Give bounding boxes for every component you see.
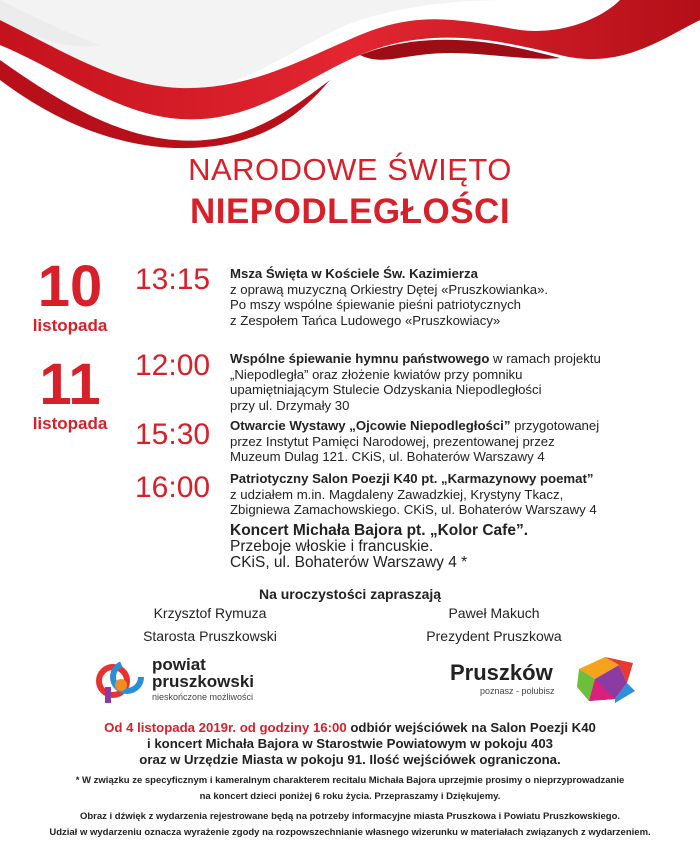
footnote-consent: Udział w wydarzeniu oznacza wyrażenie zgody na rozpowszechnianie własnego wizerunku w materiałach związanych z wydarzeniem. [49,827,651,838]
event-line: upamiętniającym Stulecie Odzyskania Niepodległości [230,382,542,397]
tickets-info [0,720,700,768]
day-10-number: 10 [37,254,103,319]
event-title: Otwarcie Wystawy „Ojcowie Niepodległości” [230,418,511,433]
tickets-date: Od 4 listopada 2019r. od godziny 16:00 [104,720,347,735]
powiat-logo-icon [95,655,147,705]
pruszkow-logo-name: Pruszków [450,660,553,685]
title-line-1: NARODOWE ŚWIĘTO [188,152,512,187]
event-line: z Zespołem Tańca Ludowego «Pruszkowiacy» [230,312,501,328]
event-title-suffix: przygotowanej [510,418,600,433]
host-left-name: Krzysztof Rymuza [153,605,267,621]
concert-line: Przeboje włoskie i francuskie. [230,538,434,555]
event-line: Zbigniewa Zamachowskiego. CKiS, ul. Bohaterów Warszawy 4 [230,502,597,517]
event-time: 12:00 [135,349,211,382]
flag-ribbon-banner [0,0,700,150]
tickets-line1: odbiór wejściówek na Salon Poezji K40 [346,720,596,735]
concert-line: CKiS, ul. Bohaterów Warszawy 4 * [230,554,468,571]
event-description [230,351,690,413]
powiat-logo-line1: powiat [152,655,206,674]
day-10-month: listopada [32,316,108,335]
event-line: przy ul. Drzymały 30 [230,397,350,413]
event-line: „Niepodległa” oraz złożenie kwiatów przy pomniku [230,366,523,382]
footnote-line: * W związku ze specyficznym i kameralnym charakterem recitalu Michała Bajora uprzejmie prosimy o nieprzyprowadzanie [75,775,625,786]
event-title-suffix: w ramach projektu [489,351,601,366]
event-line: Muzeum Dulag 121. CKiS, ul. Bohaterów Warszawy 4 [230,449,545,464]
tickets-line2: i koncert Michała Bajora w Starostwie Powiatowym w pokoju 403 [147,736,553,751]
powiat-logo-line2: pruszkowski [152,672,255,691]
event-title: Msza Święta w Kościele Św. Kazimierza [230,266,478,281]
event-time: 16:00 [135,471,211,504]
footnote-line: na koncert dzieci poniżej 6 roku życia. Przepraszamy i Dziękujemy. [199,791,501,802]
event-line: z oprawą muzyczną Orkiestry Dętej «Pruszkowianka». [230,281,549,297]
pruszkow-logo-tagline: poznasz - polubisz [480,686,555,696]
host-left-role: Starosta Pruszkowski [143,628,277,644]
event-line: przez Instytut Pamięci Narodowej, prezentowanej przez [230,433,555,449]
event-description [230,266,690,328]
concert-block [230,523,690,571]
event-description [230,418,690,465]
event-line: Po mszy wspólne śpiewanie pieśni patriotycznych [230,297,521,312]
title-line-2: NIEPODLEGŁOŚCI [189,192,511,231]
event-time: 15:30 [135,418,211,451]
event-title: Wspólne śpiewanie hymnu państwowego [230,351,490,366]
host-right-role: Prezydent Pruszkowa [426,628,562,644]
event-title: Patriotyczny Salon Poezji K40 pt. „Karmazynowy poemat” [230,471,594,486]
day-11-number: 11 [39,352,101,417]
event-line: z udziałem m.in. Magdaleny Zawadzkiej, Krystyny Tkacz, [230,486,564,502]
tickets-line3: oraz w Urzędzie Miasta w pokoju 91. Ilość wejściówek ograniczona. [139,752,561,767]
footnote-recording: Obraz i dźwięk z wydarzenia rejestrowane będą na potrzeby informacyjne miasta Pruszkowa i Powiatu Pruszkowskiego. [79,811,621,822]
invitation-heading: Na uroczystości zapraszają [258,586,442,602]
event-time: 13:15 [135,263,211,296]
event-description [230,471,690,518]
pruszkow-logo-icon [575,655,637,705]
concert-title: Koncert Michała Bajora pt. „Kolor Cafe”. [230,522,528,539]
host-right-name: Paweł Makuch [448,605,540,621]
day-11-month: listopada [32,414,108,433]
footnote-children [0,774,700,803]
powiat-logo-tagline: nieskończone możliwości [152,692,254,702]
